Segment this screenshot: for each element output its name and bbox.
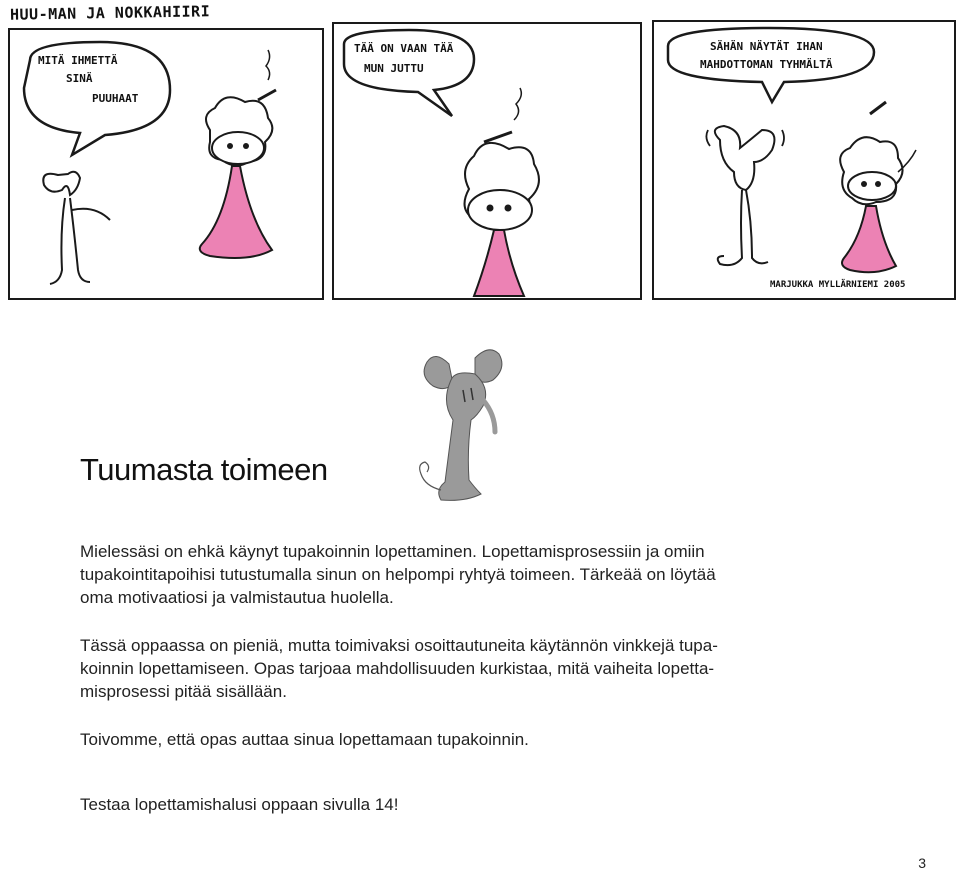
- panel-1-drawing: [10, 30, 322, 298]
- section-heading: Tuumasta toimeen: [80, 452, 328, 487]
- paragraph-3: [80, 728, 880, 751]
- speech-line: TÄÄ ON VAAN TÄÄ: [354, 42, 454, 55]
- text-line: Mielessäsi on ehkä käynyt tupakoinnin lopettaminen. Lopettamisprosessiin ja omiin: [80, 542, 705, 561]
- speech-line: SÄHÄN NÄYTÄT IHAN: [710, 40, 823, 53]
- speech-line: PUUHAAT: [92, 92, 139, 105]
- text-line: oma motivaatiosi ja valmistautua huolella.: [80, 588, 394, 607]
- page-number: 3: [918, 855, 926, 871]
- comic-panel-3: [652, 20, 956, 300]
- text-line: Testaa lopettamishalusi oppaan sivulla 14!: [80, 795, 399, 814]
- text-line: tupakointitapoihisi tutustumalla sinun on helpompi ryhtyä toimeen. Tärkeää on löytää: [80, 565, 716, 584]
- text-line: Toivomme, että opas auttaa sinua lopettamaan tupakoinnin.: [80, 730, 529, 749]
- paragraph-4: [80, 793, 880, 816]
- text-line: misprosessi pitää sisällään.: [80, 682, 287, 701]
- paragraph-2: [80, 634, 880, 703]
- paragraph-1: [80, 540, 880, 609]
- text-line: koinnin lopettamiseen. Opas tarjoaa mahdollisuuden kurkistaa, mitä vaiheita lopetta-: [80, 659, 715, 678]
- speech-line: SINÄ: [66, 72, 93, 85]
- artist-signature: MARJUKKA MYLLÄRNIEMI 2005: [770, 280, 906, 290]
- speech-line: MITÄ IHMETTÄ: [38, 54, 118, 67]
- mouse-illustration: [405, 340, 515, 510]
- comic-panel-2: [332, 22, 642, 300]
- speech-line: MUN JUTTU: [364, 62, 424, 75]
- speech-line: MAHDOTTOMAN TYHMÄLTÄ: [700, 58, 833, 71]
- text-line: Tässä oppaassa on pieniä, mutta toimivaksi osoittautuneita käytännön vinkkejä tupa-: [80, 636, 718, 655]
- comic-panel-1: [8, 28, 324, 300]
- comic-title: HUU-MAN JA NOKKAHIIRI: [9, 2, 211, 24]
